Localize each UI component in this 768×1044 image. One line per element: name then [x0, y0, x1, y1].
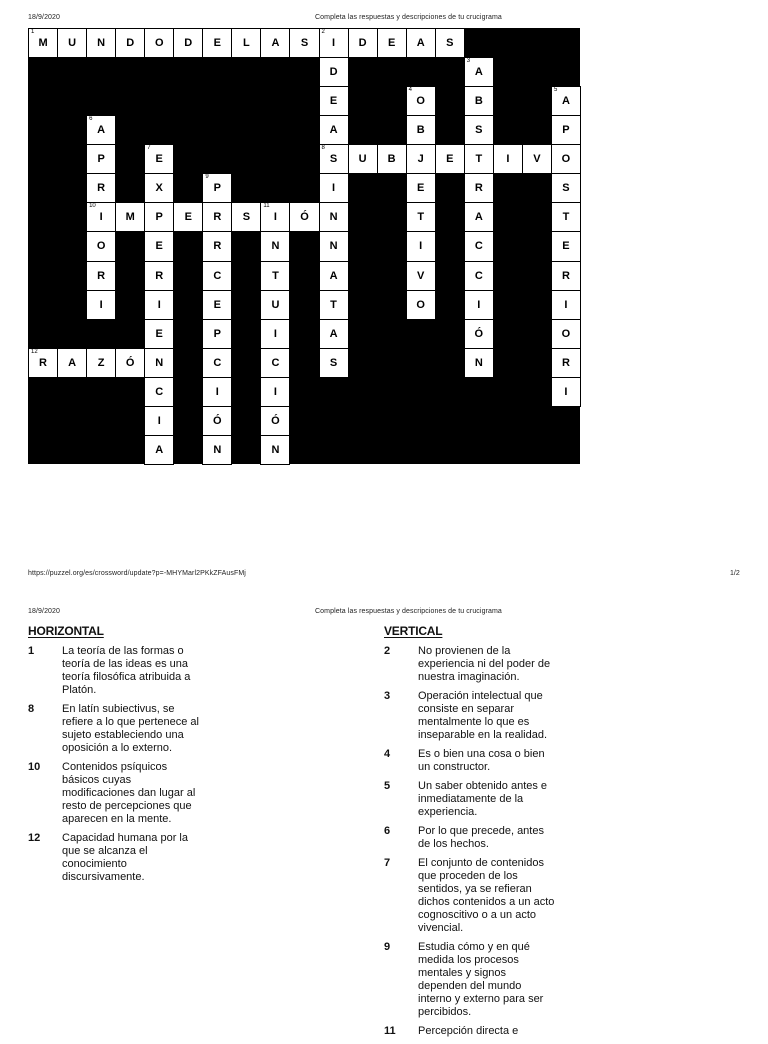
crossword-cell[interactable]	[144, 144, 174, 174]
cell-letter: C	[474, 240, 483, 253]
crossword-cell[interactable]	[522, 144, 552, 174]
clue-number: 12	[31, 348, 38, 355]
clue-text: Estudia cómo y en qué medida los procesos mentales y signos dependen del mundo interno y externo para ser percibidos.	[418, 941, 544, 1018]
crossword-cell[interactable]	[144, 406, 174, 436]
page-number: 1/2	[730, 570, 740, 577]
clue-num: 10	[28, 761, 41, 773]
cell-letter: I	[332, 182, 336, 195]
crossword-cell[interactable]	[551, 377, 581, 407]
crossword-cell[interactable]	[144, 377, 174, 407]
crossword-cell[interactable]	[86, 28, 116, 58]
crossword-cell[interactable]	[231, 28, 261, 58]
cell-letter: S	[242, 211, 251, 224]
cell-letter: R	[155, 269, 164, 282]
cell-letter: A	[271, 37, 280, 50]
cell-letter: E	[155, 240, 163, 253]
crossword-cell[interactable]	[551, 173, 581, 203]
crossword-cell[interactable]	[144, 348, 174, 378]
crossword-cell[interactable]	[551, 231, 581, 261]
cell-letter: B	[387, 153, 396, 166]
clue-number: 6	[89, 116, 93, 123]
cell-letter: O	[96, 240, 106, 253]
crossword-cell[interactable]	[202, 290, 232, 320]
cell-letter: D	[358, 37, 367, 50]
cell-letter: E	[155, 153, 163, 166]
crossword-cell[interactable]	[202, 261, 232, 291]
clue-text: Capacidad humana por la que se alcanza el conocimiento discursivamente.	[62, 832, 188, 883]
crossword-cell[interactable]	[406, 144, 436, 174]
clue-num: 9	[384, 941, 391, 953]
cell-letter: C	[271, 356, 280, 369]
cell-letter: R	[561, 269, 570, 282]
clue-number: 9	[205, 174, 209, 181]
crossword-grid	[28, 28, 580, 464]
cell-letter: I	[157, 414, 161, 427]
crossword-cell[interactable]	[260, 290, 290, 320]
crossword-cell[interactable]	[406, 290, 436, 320]
cell-letter: B	[416, 124, 425, 137]
clue-text: Contenidos psíquicos básicos cuyas modificaciones dan lugar al resto de percepciones que aparecen en la mente.	[62, 761, 196, 825]
clue-num: 7	[384, 857, 391, 869]
crossword-cell[interactable]	[377, 144, 407, 174]
crossword-cell[interactable]	[406, 86, 436, 116]
crossword-cell[interactable]	[406, 261, 436, 291]
crossword-cell[interactable]	[464, 86, 494, 116]
cell-letter: E	[213, 298, 221, 311]
crossword-cell[interactable]	[319, 348, 349, 378]
crossword-cell[interactable]	[86, 173, 116, 203]
cell-letter: T	[330, 298, 337, 311]
cell-letter: I	[99, 298, 103, 311]
cell-letter: N	[155, 356, 164, 369]
crossword-cell[interactable]	[202, 319, 232, 349]
cell-letter: E	[562, 240, 570, 253]
cell-letter: I	[564, 385, 568, 398]
cell-letter: I	[215, 385, 219, 398]
clue-item	[384, 825, 734, 851]
cell-letter: C	[155, 385, 164, 398]
crossword-cell[interactable]	[464, 319, 494, 349]
cell-letter: C	[213, 356, 222, 369]
crossword-cell[interactable]	[406, 28, 436, 58]
crossword-cell[interactable]	[464, 261, 494, 291]
clue-item	[384, 941, 734, 1019]
crossword-cell[interactable]	[260, 377, 290, 407]
cell-letter: I	[273, 211, 277, 224]
crossword-cell[interactable]	[260, 202, 290, 232]
crossword-cell[interactable]	[319, 86, 349, 116]
clue-text: Un saber obtenido antes e inmediatamente de la experiencia.	[418, 780, 548, 818]
page2-date: 18/9/2020	[28, 608, 61, 615]
cell-letter: I	[564, 298, 568, 311]
cell-letter: E	[155, 327, 163, 340]
cell-letter: A	[561, 95, 570, 108]
cell-letter: E	[184, 211, 192, 224]
clue-text: Operación intelectual que consiste en separar mentalmente lo que es inseparable en la realidad.	[418, 690, 548, 741]
crossword-cell[interactable]	[260, 348, 290, 378]
crossword-cell[interactable]	[319, 28, 349, 58]
cell-letter: T	[562, 211, 570, 224]
crossword-cell[interactable]	[28, 348, 58, 378]
cell-letter: A	[68, 356, 77, 369]
crossword-cell[interactable]	[406, 231, 436, 261]
cell-letter: A	[97, 124, 106, 137]
cell-letter: Ó	[125, 356, 135, 369]
crossword-cell[interactable]	[260, 319, 290, 349]
cell-letter: C	[213, 269, 222, 282]
crossword-cell[interactable]	[464, 173, 494, 203]
cell-letter: O	[416, 298, 425, 311]
clue-num: 6	[384, 825, 391, 837]
cell-letter: U	[271, 298, 280, 311]
page-title: Completa las respuestas y descripciones de tu crucigrama	[315, 14, 502, 21]
cell-letter: S	[446, 37, 454, 50]
crossword-cell[interactable]	[319, 202, 349, 232]
cell-letter: P	[97, 153, 105, 166]
cell-letter: R	[561, 356, 570, 369]
crossword-cell[interactable]	[231, 202, 261, 232]
clue-item	[384, 748, 734, 774]
crossword-cell[interactable]	[319, 115, 349, 145]
clue-item	[28, 832, 378, 884]
cell-letter: L	[243, 37, 250, 50]
cell-letter: A	[329, 124, 338, 137]
crossword-cell[interactable]	[493, 144, 523, 174]
crossword-cell[interactable]	[406, 115, 436, 145]
crossword-cell[interactable]	[144, 290, 174, 320]
cell-letter: P	[213, 182, 221, 195]
cell-letter: R	[97, 182, 106, 195]
crossword-cell[interactable]	[551, 261, 581, 291]
clue-number: 5	[553, 87, 558, 94]
cell-letter: N	[474, 356, 483, 369]
vertical-clue-list	[384, 645, 734, 1044]
cell-letter: U	[68, 37, 77, 50]
crossword-cell[interactable]	[464, 144, 494, 174]
clue-item	[28, 761, 378, 826]
clue-number: 11	[263, 203, 270, 210]
cell-letter: P	[562, 124, 570, 137]
clue-text: Por lo que precede, antes de los hechos.	[418, 825, 544, 850]
clue-text: En latín subiectivus, se refiere a lo que pertenece al sujeto estableciendo una oposición a lo externo.	[62, 703, 199, 754]
cell-letter: S	[329, 356, 338, 369]
crossword-cell[interactable]	[202, 377, 232, 407]
cell-letter: S	[475, 124, 483, 137]
crossword-cell[interactable]	[144, 28, 174, 58]
crossword-cell[interactable]	[28, 28, 58, 58]
crossword-cell[interactable]	[319, 173, 349, 203]
cell-letter: Ó	[474, 327, 484, 340]
crossword-cell[interactable]	[551, 319, 581, 349]
crossword-cell[interactable]	[144, 173, 174, 203]
crossword-cell[interactable]	[86, 115, 116, 145]
crossword-cell[interactable]	[115, 28, 145, 58]
crossword-cell[interactable]	[260, 435, 290, 465]
clue-num: 3	[384, 690, 391, 702]
clue-number: 10	[89, 203, 96, 210]
crossword-cell[interactable]	[406, 202, 436, 232]
cell-letter: A	[329, 327, 338, 340]
crossword-cell[interactable]	[464, 290, 494, 320]
cell-letter: N	[271, 443, 280, 456]
clue-item	[384, 1025, 734, 1038]
cell-letter: I	[157, 298, 161, 311]
cell-letter: T	[475, 153, 483, 166]
cell-letter: R	[97, 269, 106, 282]
cell-letter: C	[474, 269, 483, 282]
crossword-cell[interactable]	[202, 406, 232, 436]
crossword-cell[interactable]	[144, 231, 174, 261]
crossword-cell[interactable]	[260, 406, 290, 436]
crossword-cell[interactable]	[464, 57, 494, 87]
cell-letter: T	[417, 211, 425, 224]
clue-number: 7	[147, 145, 151, 152]
crossword-cell[interactable]	[551, 290, 581, 320]
cell-letter: I	[506, 153, 510, 166]
crossword-cell[interactable]	[551, 115, 581, 145]
crossword-cell[interactable]	[202, 202, 232, 232]
cell-letter: I	[273, 327, 277, 340]
clue-item	[384, 857, 734, 935]
crossword-cell[interactable]	[86, 144, 116, 174]
clue-text: Es o bien una cosa o bien un constructor.	[418, 748, 545, 773]
cell-letter: O	[561, 153, 571, 166]
crossword-cell[interactable]	[435, 144, 465, 174]
cell-letter: I	[477, 298, 481, 311]
cell-letter: O	[416, 95, 425, 108]
cell-letter: Ó	[213, 414, 222, 427]
cell-letter: R	[474, 182, 483, 195]
cell-letter: A	[155, 443, 164, 456]
cell-letter: E	[213, 37, 221, 50]
cell-letter: Z	[97, 356, 105, 369]
crossword-cell[interactable]	[260, 28, 290, 58]
vertical-heading: VERTICAL	[384, 624, 443, 638]
cell-letter: Ó	[300, 211, 309, 224]
clue-text: No provienen de la experiencia ni del poder de nuestra imaginación.	[418, 645, 551, 683]
clue-item	[28, 703, 378, 755]
clue-item	[384, 780, 734, 819]
cell-letter: I	[419, 240, 423, 253]
cell-letter: P	[213, 327, 221, 340]
cell-letter: S	[562, 182, 570, 195]
clue-number: 8	[321, 145, 325, 152]
crossword-cell[interactable]	[289, 28, 319, 58]
crossword-cell[interactable]	[115, 202, 145, 232]
crossword-cell[interactable]	[319, 57, 349, 87]
clue-number: 2	[321, 29, 325, 35]
cell-letter: P	[155, 211, 163, 224]
crossword-cell[interactable]	[57, 28, 87, 58]
page-url[interactable]: https://puzzel.org/es/crossword/update?p=-MHYMarl2PKkZFAusFMj	[28, 570, 246, 577]
cell-letter: X	[155, 182, 163, 195]
cell-letter: I	[99, 211, 103, 224]
cell-letter: N	[213, 443, 222, 456]
crossword-cell[interactable]	[319, 319, 349, 349]
clue-num: 5	[384, 780, 391, 792]
crossword-cell[interactable]	[202, 231, 232, 261]
crossword-cell[interactable]	[464, 231, 494, 261]
crossword-cell[interactable]	[86, 290, 116, 320]
cell-letter: J	[417, 153, 424, 166]
cell-letter: E	[387, 37, 396, 50]
cell-letter: E	[417, 182, 425, 195]
crossword-cell[interactable]	[319, 290, 349, 320]
cell-letter: O	[154, 37, 164, 50]
clue-num: 12	[28, 832, 41, 844]
crossword-cell[interactable]	[319, 144, 349, 174]
clue-num: 2	[384, 645, 391, 657]
crossword-cell[interactable]	[464, 348, 494, 378]
crossword-cell[interactable]	[86, 202, 116, 232]
clue-item	[384, 645, 734, 684]
cell-letter: A	[416, 37, 425, 50]
crossword-cell[interactable]	[551, 144, 581, 174]
cell-letter: O	[561, 327, 571, 340]
crossword-cell[interactable]	[144, 435, 174, 465]
horizontal-clue-list	[28, 645, 378, 890]
cell-letter: A	[474, 66, 483, 79]
crossword-cell[interactable]	[86, 231, 116, 261]
cell-letter: R	[39, 356, 47, 369]
crossword-cell[interactable]	[464, 115, 494, 145]
crossword-cell[interactable]	[86, 261, 116, 291]
cell-letter: N	[329, 240, 338, 253]
cell-letter: D	[184, 37, 193, 50]
cell-letter: I	[332, 37, 336, 50]
crossword-cell[interactable]	[260, 231, 290, 261]
crossword-cell[interactable]	[173, 202, 203, 232]
crossword-cell[interactable]	[144, 261, 174, 291]
cell-letter: N	[271, 240, 280, 253]
cell-letter: V	[417, 269, 425, 282]
crossword-cell[interactable]	[319, 261, 349, 291]
horizontal-heading: HORIZONTAL	[28, 624, 104, 638]
cell-letter: I	[273, 385, 277, 398]
crossword-cell[interactable]	[86, 348, 116, 378]
clue-text: La teoría de las formas o teoría de las ideas es una teoría filosófica atribuida a Platón.	[62, 645, 191, 696]
cell-letter: Ó	[271, 414, 280, 427]
cell-letter: B	[474, 95, 483, 108]
clue-num: 4	[384, 748, 391, 760]
crossword-cell[interactable]	[289, 202, 319, 232]
crossword-cell[interactable]	[551, 86, 581, 116]
clue-text: Percepción directa e	[418, 1025, 519, 1037]
clue-num: 1	[28, 645, 35, 657]
crossword-cell[interactable]	[464, 202, 494, 232]
cell-letter: R	[213, 240, 222, 253]
clue-text: El conjunto de contenidos que proceden de los sentidos, ya se refieran dichos contenidos a un acto cognoscitivo o a un acto vivencial.	[418, 857, 555, 934]
crossword-cell[interactable]	[348, 28, 378, 58]
crossword-cell[interactable]	[144, 319, 174, 349]
crossword-cell[interactable]	[348, 144, 378, 174]
crossword-cell[interactable]	[406, 173, 436, 203]
clue-num: 8	[28, 703, 35, 715]
cell-letter: M	[38, 37, 48, 50]
cell-letter: D	[329, 66, 338, 79]
crossword-cell[interactable]	[551, 348, 581, 378]
crossword-cell[interactable]	[202, 435, 232, 465]
cell-letter: A	[474, 211, 483, 224]
crossword-cell[interactable]	[144, 202, 174, 232]
cell-letter: U	[358, 153, 367, 166]
clue-num: 11	[384, 1025, 396, 1037]
crossword-cell[interactable]	[202, 348, 232, 378]
crossword-cell[interactable]	[551, 202, 581, 232]
clue-number: 1	[31, 29, 35, 35]
crossword-cell[interactable]	[202, 173, 232, 203]
page2-title: Completa las respuestas y descripciones de tu crucigrama	[315, 608, 502, 615]
clue-number: 4	[408, 87, 413, 94]
cell-letter: D	[126, 37, 135, 50]
cell-letter: S	[329, 153, 338, 166]
cell-letter: M	[125, 211, 135, 224]
crossword-cell[interactable]	[377, 28, 407, 58]
cell-letter: E	[446, 153, 454, 166]
clue-item	[384, 690, 734, 742]
cell-letter: V	[533, 153, 541, 166]
page-date: 18/9/2020	[28, 14, 61, 21]
crossword-cell[interactable]	[435, 28, 465, 58]
cell-letter: A	[329, 269, 338, 282]
cell-letter: N	[329, 211, 338, 224]
cell-letter: S	[300, 37, 309, 50]
crossword-cell[interactable]	[115, 348, 145, 378]
cell-letter: R	[213, 211, 222, 224]
cell-letter: T	[272, 269, 279, 282]
crossword-cell[interactable]	[173, 28, 203, 58]
crossword-cell[interactable]	[260, 261, 290, 291]
cell-letter: N	[97, 37, 106, 50]
clue-item	[28, 645, 378, 697]
crossword-cell[interactable]	[319, 231, 349, 261]
crossword-cell[interactable]	[202, 28, 232, 58]
crossword-cell[interactable]	[57, 348, 87, 378]
clue-number: 3	[466, 58, 471, 65]
cell-letter: E	[329, 95, 338, 108]
